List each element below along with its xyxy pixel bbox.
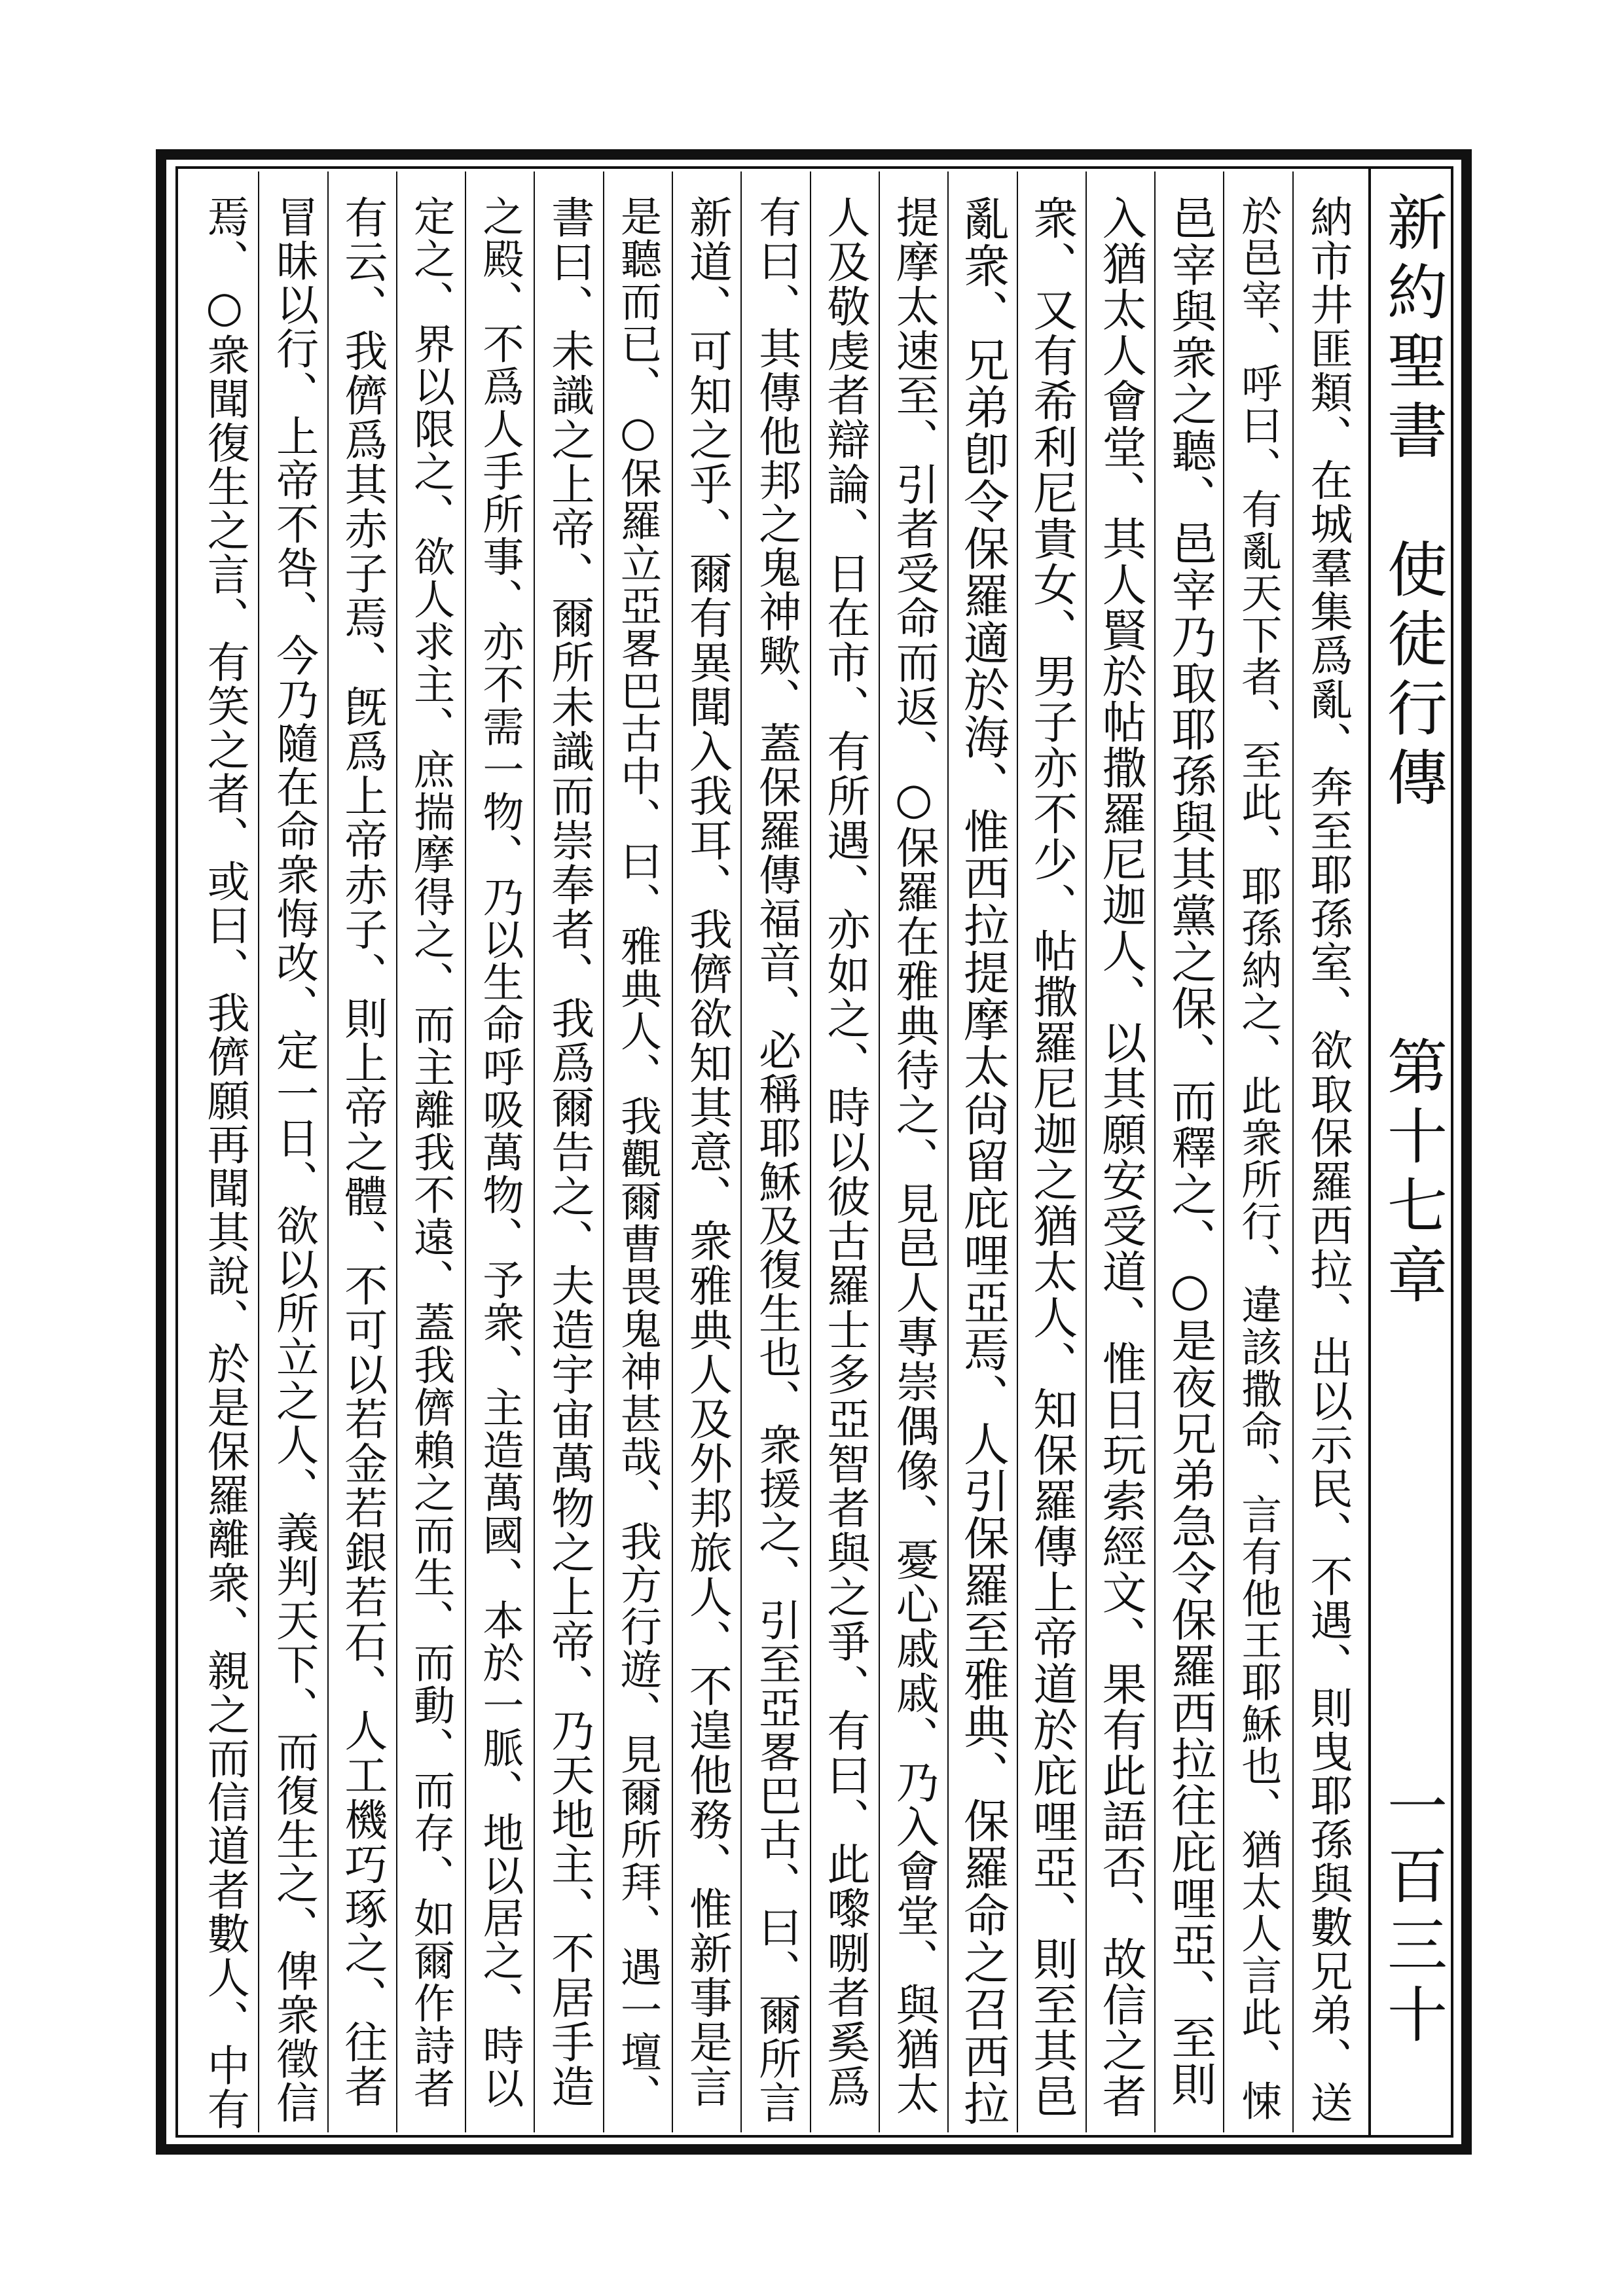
page-number: 一百三十 xyxy=(1377,1775,1448,2053)
text-column: 邑宰與衆之聽、邑宰乃取耶孫與其黨之保、而釋之、○是夜兄弟急令保羅西拉往庇哩亞、至則 xyxy=(1163,195,1216,2108)
text-column: 衆、又有希利尼貴女、男子亦不少、帖撒羅尼迦之猶太人、知保羅傳上帝道於庇哩亞、則至其邑 xyxy=(1025,195,1078,2119)
running-header xyxy=(1374,171,1451,2132)
book-title: 新約聖書 xyxy=(1377,191,1448,469)
text-column: 冒昧以行、上帝不咎、今乃隨在命衆悔改、定一日、欲以所立之人、義判天下、而復生之、俾衆徵信 xyxy=(268,195,318,2125)
text-column: 有云、我儕爲其赤子焉、旣爲上帝赤子、則上帝之體、不可以若金若銀若石、人工機巧琢之、往者 xyxy=(337,195,388,2109)
text-body xyxy=(190,171,1362,2132)
text-column: 納市井匪類、在城羣集爲亂、奔至耶孫室、欲取保羅西拉、出以示民、不遇、則曳耶孫與數兄弟、送 xyxy=(1302,195,1352,2125)
text-column: 提摩太速至、引者受命而返、○保羅在雅典待之、見邑人專崇偶像、憂心戚戚、乃入會堂、與猶太 xyxy=(888,195,939,2116)
text-column: 於邑宰、呼曰、有亂天下者、至此、耶孫納之、此衆所行、違該撒命、言有他王耶穌也、猶太人言此、悚 xyxy=(1234,195,1283,2122)
header-divider xyxy=(1368,166,1371,2138)
text-column: 亂衆、兄弟卽令保羅適於海、惟西拉提摩太尙留庇哩亞焉、人引保羅至雅典、保羅命之召西拉 xyxy=(956,195,1010,2127)
text-column: 定之、界以限之、欲人求主、庶揣摩得之、而主離我不遠、蓋我儕賴之而生、而動、而存、如爾作詩者 xyxy=(407,195,456,2109)
chapter-title: 第十七章 xyxy=(1377,1035,1448,1313)
text-column: 有曰、其傳他邦之鬼神歟、蓋保羅傳福音、必稱耶穌及復生也、衆援之、引至亞畧巴古、曰、爾所言 xyxy=(751,195,801,2125)
text-column: 新道、可知之乎、爾有異聞入我耳、我儕欲知其意、衆雅典人及外邦旅人、不遑他務、惟新事是言 xyxy=(682,195,733,2109)
text-column: 入猶太人會堂、其人賢於帖撒羅尼迦人、以其願安受道、惟日玩索經文、果有此語否、故信之者 xyxy=(1095,195,1147,2119)
text-column: 書曰、未識之上帝、爾所未識而崇奉者、我爲爾告之、夫造宇宙萬物之上帝、乃天地主、不居手造 xyxy=(543,195,594,2109)
text-column: 是聽而已、○保羅立亞畧巴古中、曰、雅典人、我觀爾曹畏鬼神甚哉、我方行遊、見爾所拜、遇一壇、 xyxy=(614,195,663,2116)
text-column: 人及敬虔者辯論、日在市、有所遇、亦如之、時以彼古羅士多亞智者與之爭、有曰、此嚟哵者奚爲 xyxy=(819,195,870,2109)
text-column: 焉、○衆聞復生之言、有笑之者、或曰、我儕願再聞其說、於是保羅離衆、親之而信道者數人、中有 xyxy=(200,195,249,2131)
section-title: 使徒行傳 xyxy=(1377,538,1448,816)
text-column: 之殿、不爲人手所事、亦不需一物、乃以生命呼吸萬物、予衆、主造萬國、本於一脈、地以居之、時以 xyxy=(476,195,524,2109)
